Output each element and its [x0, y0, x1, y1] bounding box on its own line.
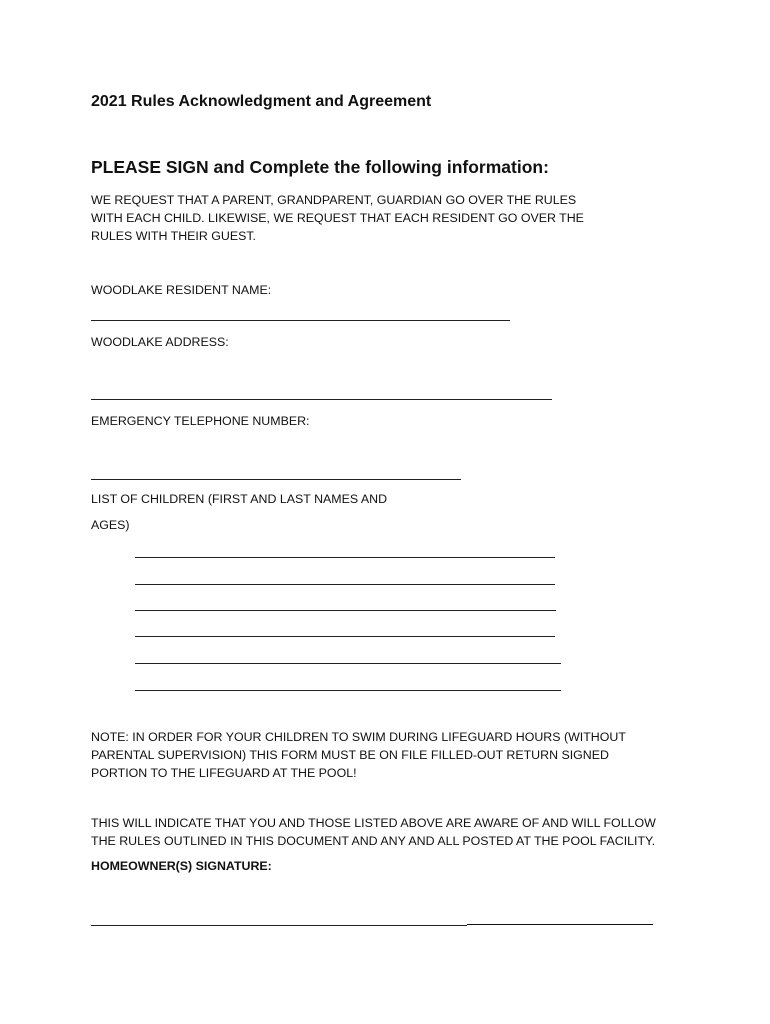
signature-label: HOMEOWNER(S) SIGNATURE: — [91, 859, 272, 873]
intro-line: WITH EACH CHILD. LIKEWISE, WE REQUEST THAT EACH RESIDENT GO OVER THE — [91, 211, 584, 225]
note-line: PORTION TO THE LIFEGUARD AT THE POOL! — [91, 766, 357, 780]
note-paragraph — [91, 728, 626, 782]
children-label-ages: AGES) — [91, 518, 130, 532]
phone-label: EMERGENCY TELEPHONE NUMBER: — [91, 414, 310, 428]
child-entry-line-4[interactable] — [135, 636, 555, 637]
child-entry-line-3[interactable] — [135, 610, 556, 611]
signature-line[interactable] — [91, 925, 467, 926]
children-label: LIST OF CHILDREN (FIRST AND LAST NAMES AND — [91, 492, 388, 506]
resident-name-label: WOODLAKE RESIDENT NAME: — [91, 283, 272, 297]
section-heading: PLEASE SIGN and Complete the following information: — [91, 157, 549, 177]
child-entry-line-2[interactable] — [135, 584, 555, 585]
note-line: PARENTAL SUPERVISION) THIS FORM MUST BE ON FILE FILLED-OUT RETURN SIGNED — [91, 748, 609, 762]
signature-line-extension[interactable] — [467, 924, 653, 925]
resident-name-input-line[interactable] — [91, 320, 510, 321]
intro-paragraph — [91, 191, 584, 245]
address-input-line[interactable] — [91, 399, 552, 400]
document-title: 2021 Rules Acknowledgment and Agreement — [91, 93, 432, 110]
intro-line: RULES WITH THEIR GUEST. — [91, 229, 256, 243]
child-entry-line-1[interactable] — [135, 557, 555, 558]
intro-line: WE REQUEST THAT A PARENT, GRANDPARENT, GUARDIAN GO OVER THE RULES — [91, 193, 577, 207]
acknowledgment-paragraph — [91, 814, 656, 850]
acknowledgment-line: THIS WILL INDICATE THAT YOU AND THOSE LISTED ABOVE ARE AWARE OF AND WILL FOLLOW — [91, 816, 656, 830]
phone-input-line[interactable] — [91, 479, 461, 480]
child-entry-line-6[interactable] — [135, 690, 561, 691]
acknowledgment-line: THE RULES OUTLINED IN THIS DOCUMENT AND ANY AND ALL POSTED AT THE POOL FACILITY. — [91, 834, 656, 848]
address-label: WOODLAKE ADDRESS: — [91, 335, 229, 349]
note-line: NOTE: IN ORDER FOR YOUR CHILDREN TO SWIM DURING LIFEGUARD HOURS (WITHOUT — [91, 730, 626, 744]
child-entry-line-5[interactable] — [135, 663, 561, 664]
